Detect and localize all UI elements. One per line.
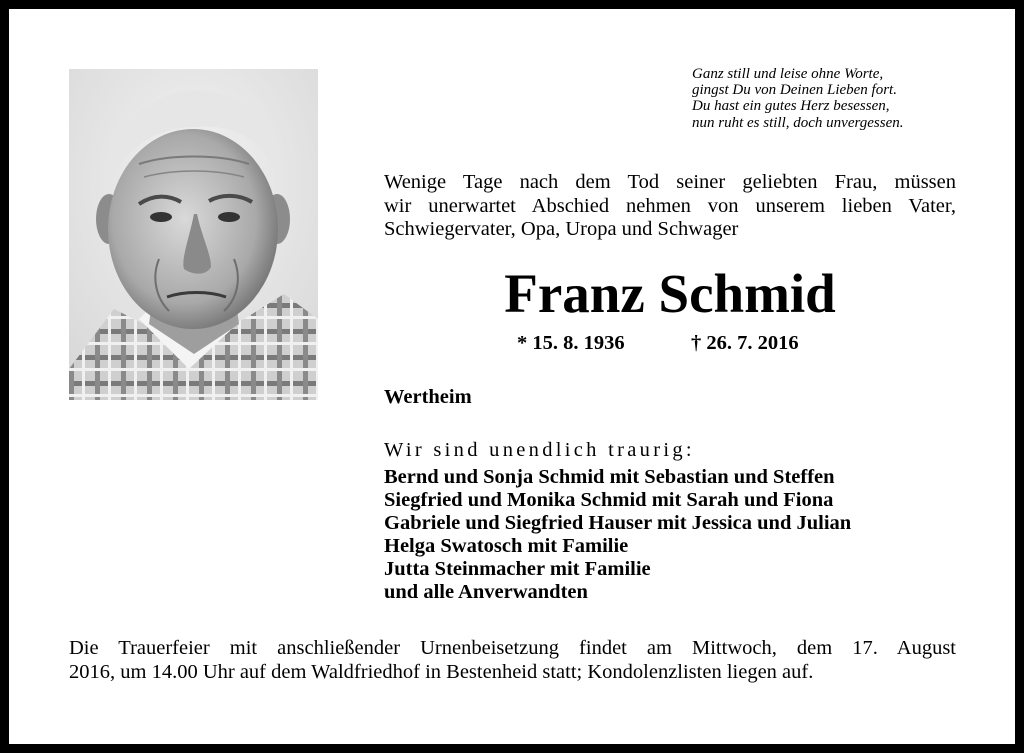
poem-line: nun ruht es still, doch unvergessen. [692, 114, 904, 131]
funeral-notice-line: Die Trauerfeier mit anschließender Urnenbeisetzung findet am Mittwoch, dem 17. August [69, 637, 956, 659]
mourner-line: Jutta Steinmacher mit Familie [384, 557, 651, 580]
funeral-notice-line: 2016, um 14.00 Uhr auf dem Waldfriedhof in Bestenheid statt; Kondolenzlisten liegen auf. [69, 661, 814, 683]
death-date: † 26. 7. 2016 [691, 332, 799, 354]
portrait-photo [69, 69, 318, 400]
mourner-line: Bernd und Sonja Schmid mit Sebastian und Steffen [384, 466, 835, 488]
intro-line: wir unerwartet Abschied nehmen von unserem lieben Vater, [384, 194, 956, 217]
mourners-list [384, 466, 851, 603]
mourner-line: Helga Swatosch mit Familie [384, 534, 629, 557]
deceased-name: Franz Schmid [504, 263, 836, 324]
birth-date: * 15. 8. 1936 [517, 332, 625, 354]
poem-line: Du hast ein gutes Herz besessen, [692, 98, 890, 115]
memorial-poem [692, 66, 992, 131]
poem-line: Ganz still und leise ohne Worte, [692, 66, 884, 82]
mourner-line: und alle Anverwandten [384, 580, 588, 603]
mourner-line: Siegfried und Monika Schmid mit Sarah und Fiona [384, 488, 834, 511]
funeral-notice [69, 636, 956, 684]
intro-text [384, 171, 956, 242]
mourner-line: Gabriele und Siegfried Hauser mit Jessica und Julian [384, 511, 852, 534]
mourners-label: Wir sind unendlich traurig: [384, 439, 695, 461]
intro-line: Schwiegervater, Opa, Uropa und Schwager [384, 218, 739, 241]
poem-line: gingst Du von Deinen Lieben fort. [692, 82, 897, 99]
intro-line: Wenige Tage nach dem Tod seiner geliebten Frau, müssen [384, 171, 956, 193]
hometown: Wertheim [384, 386, 472, 408]
